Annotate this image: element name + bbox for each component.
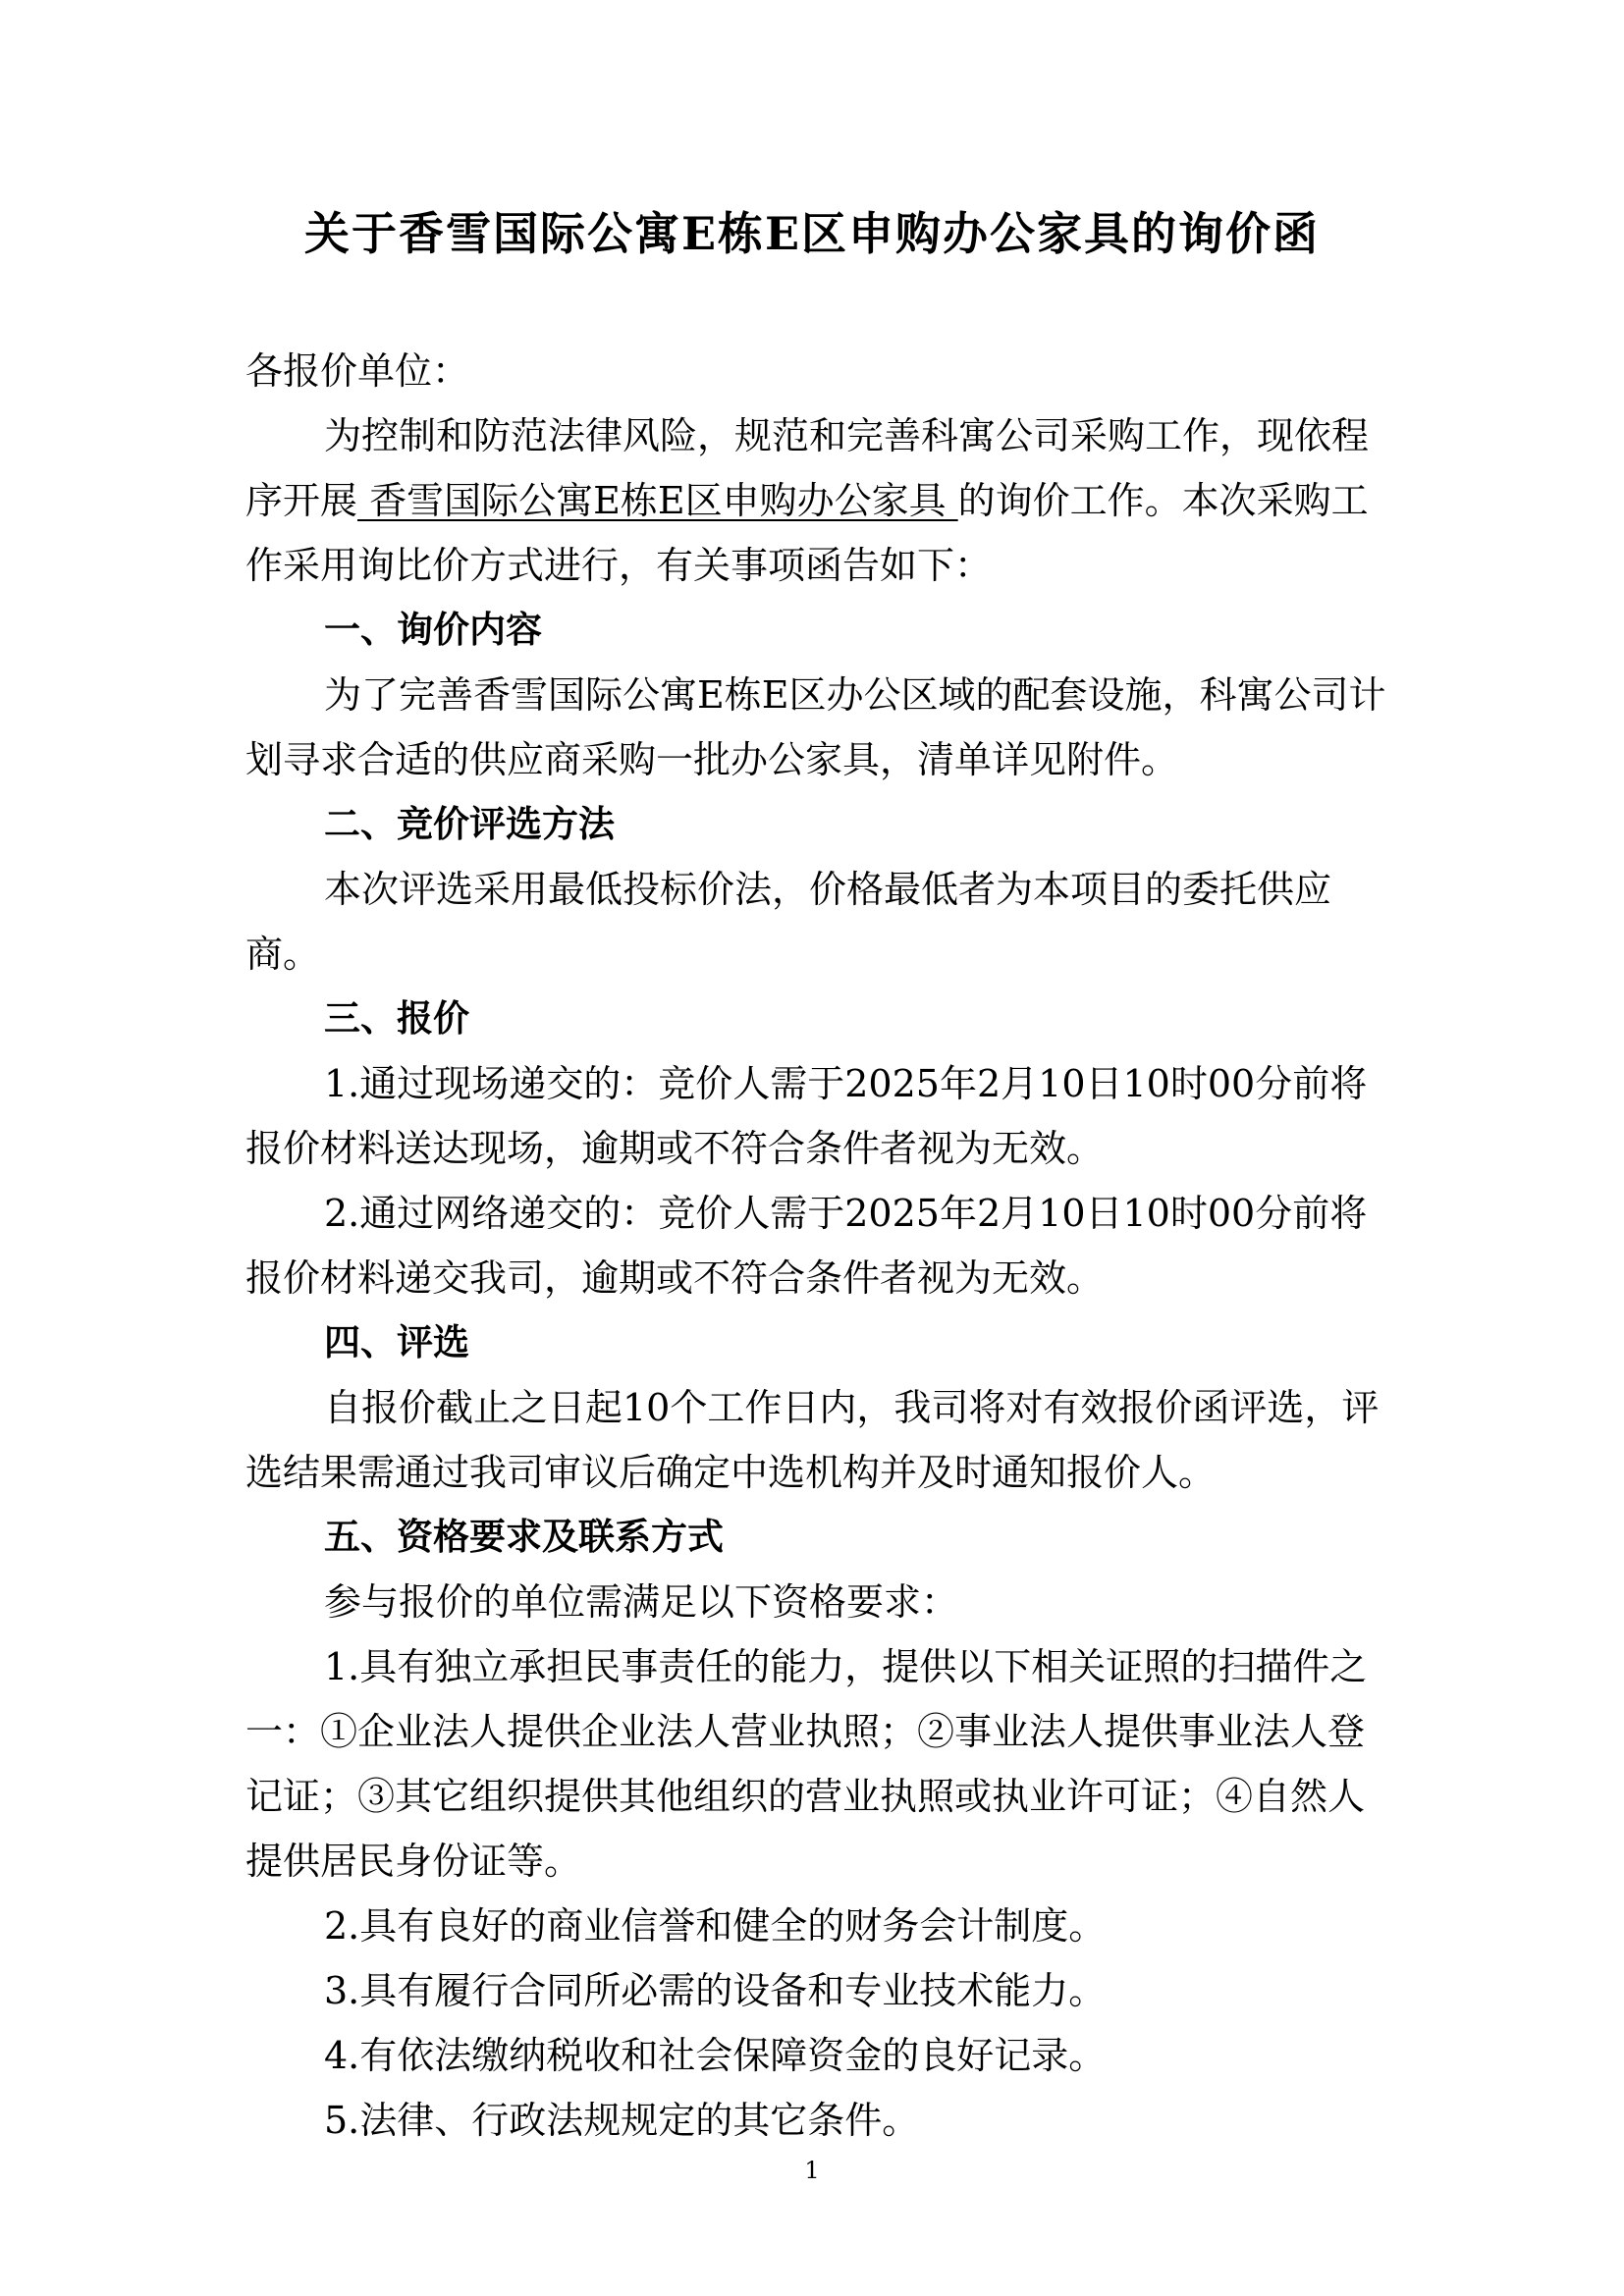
section-heading-evaluation-method: 二、竞价评选方法 xyxy=(324,803,615,845)
qualification-item-4: 4.有依法缴纳税收和社会保障资金的良好记录。 xyxy=(324,2034,1107,2077)
section-text-evaluation-method: 本次评选采用最低投标价法，价格最低者为本项目的委托供应商。 xyxy=(245,868,1332,976)
intro-text-after: 的询价工作。本次采购工作采用询比价方式进行，有关事项函告如下： xyxy=(245,479,1369,587)
section-text-inquiry-content: 为了完善香雪国际公寓E栋E区办公区域的配套设施，科寓公司计划寻求合适的供应商采购一批办公家具，清单详见附件。 xyxy=(245,673,1386,781)
quotation-item-onsite: 1.通过现场递交的：竞价人需于2025年2月10日10时00分前将报价材料送达现场，逾期或不符合条件者视为无效。 xyxy=(245,1062,1368,1170)
section-heading-inquiry-content: 一、询价内容 xyxy=(324,609,542,651)
salutation: 各报价单位： xyxy=(245,349,470,393)
qualification-item-3: 3.具有履行合同所必需的设备和专业技术能力。 xyxy=(324,1969,1107,2012)
qualification-item-1: 1.具有独立承担民事责任的能力，提供以下相关证照的扫描件之一：①企业法人提供企业法人营业执照；②事业法人提供事业法人登记证；③其它组织提供其他组织的营业执照或执业许可证；④自然人提供居民身份证等。 xyxy=(245,1645,1368,1883)
qualification-item-2: 2.具有良好的商业信誉和健全的财务会计制度。 xyxy=(324,1904,1107,1948)
document-body xyxy=(245,339,1396,2153)
section-heading-selection: 四、评选 xyxy=(324,1321,469,1363)
quotation-item-online: 2.通过网络递交的：竞价人需于2025年2月10日10时00分前将报价材料递交我司，逾期或不符合条件者视为无效。 xyxy=(245,1192,1368,1300)
qualification-item-5: 5.法律、行政法规规定的其它条件。 xyxy=(324,2099,920,2142)
project-name-underlined: 香雪国际公寓E栋E区申购办公家具 xyxy=(357,479,958,522)
qualifications-lead: 参与报价的单位需满足以下资格要求： xyxy=(324,1580,959,1624)
section-heading-quotation: 三、报价 xyxy=(324,997,469,1040)
intro-text-before: 为控制和防范法律风险，规范和完善科寓公司采购工作，现依程序开展 xyxy=(245,414,1370,522)
document-title: 关于香雪国际公寓E栋E区申购办公家具的询价函 xyxy=(303,207,1321,260)
page-number: 1 xyxy=(804,2157,820,2184)
section-heading-qualifications: 五、资格要求及联系方式 xyxy=(324,1516,724,1558)
intro-paragraph xyxy=(245,403,1396,598)
section-text-selection: 自报价截止之日起10个工作日内，我司将对有效报价函评选，评选结果需通过我司审议后确定中选机构并及时通知报价人。 xyxy=(245,1386,1380,1494)
